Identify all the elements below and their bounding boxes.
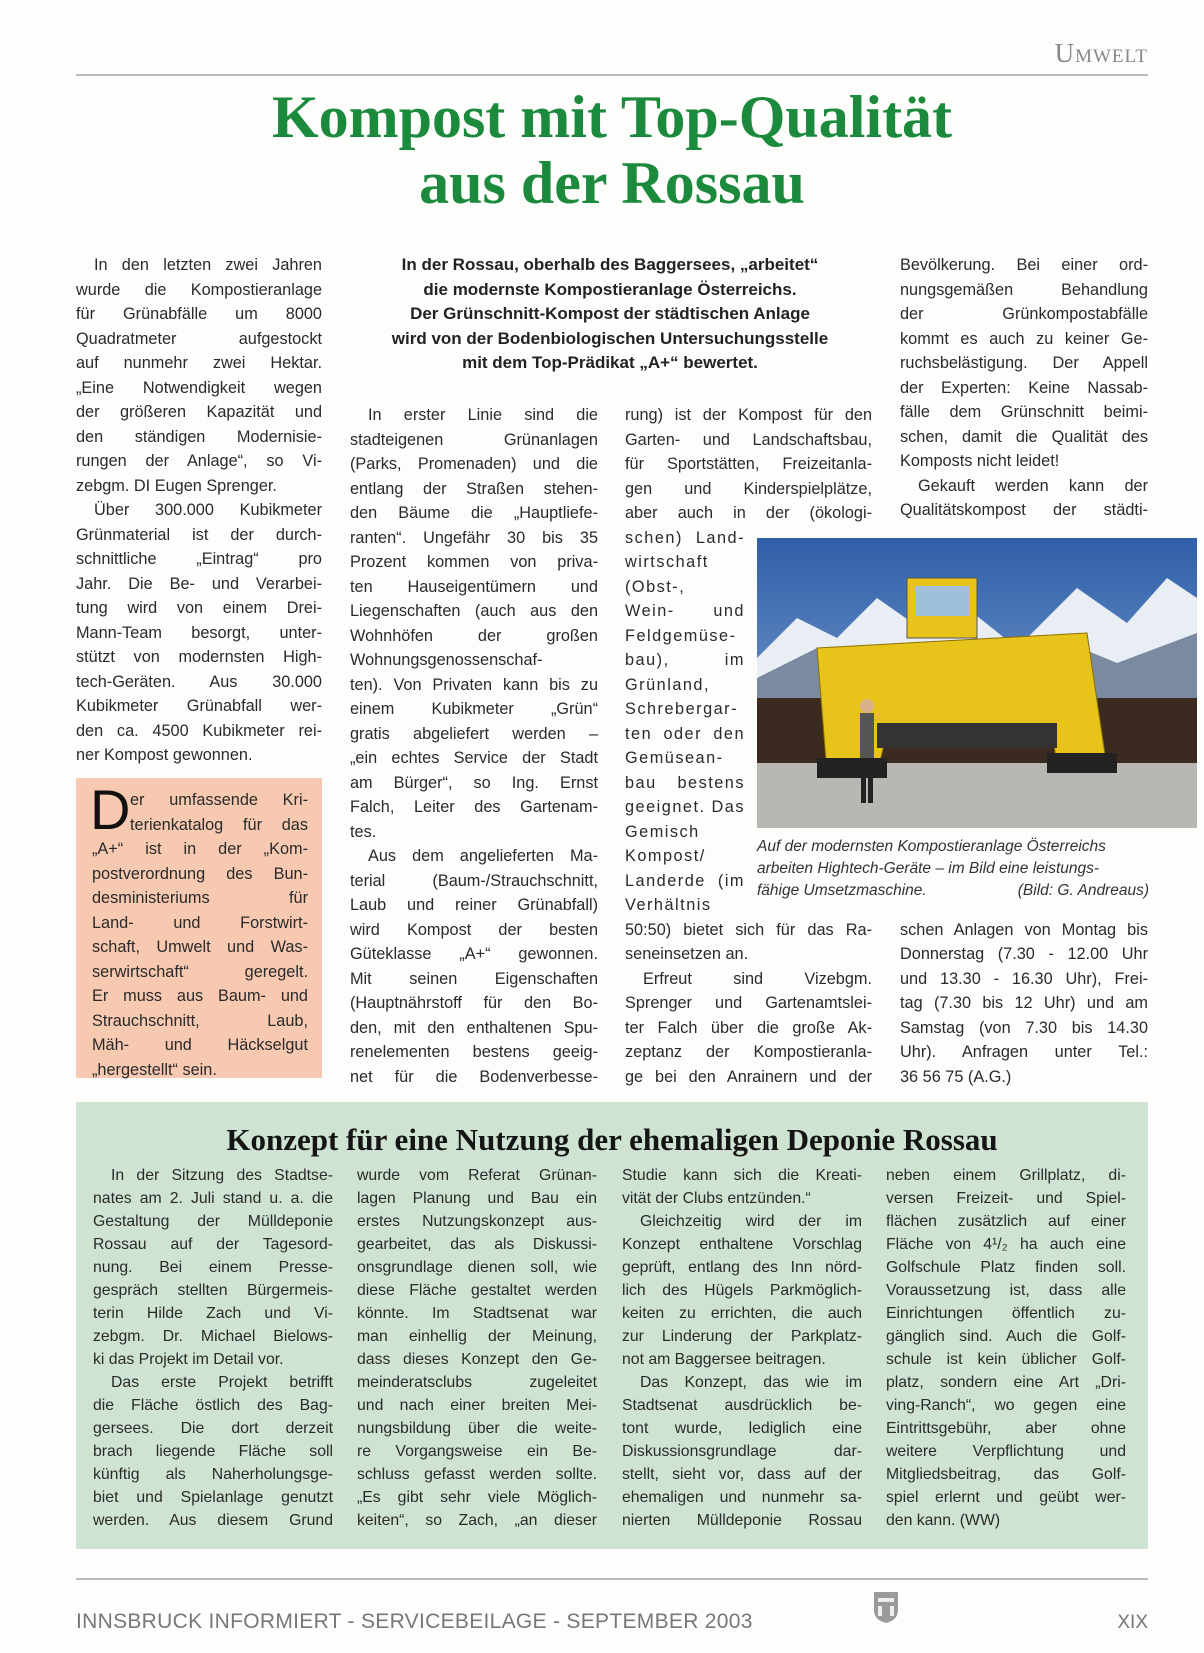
text-line: der Grünkompostabfälle (900, 305, 1148, 323)
text-line: spiel erlernt und geübt wer- (886, 1489, 1126, 1506)
text-line: stützt von modernsten High- (76, 648, 322, 666)
text-line: nungsgemäßen Behandlung (900, 280, 1148, 299)
info-box (76, 778, 322, 1078)
text-line: den ca. 4500 Kubikmeter rei- (76, 721, 322, 740)
text-line: Gemisch (625, 822, 700, 841)
text-line: ruchsbelästigung. Der Appell (900, 354, 1148, 372)
text-line: biet und Spielanlage genutzt (93, 1489, 333, 1506)
text-line: brach liegende Fläche soll (93, 1443, 333, 1460)
text-line: Diskussionsgrundlage dar- (622, 1443, 862, 1460)
text-line: terial (Baum-/Strauchschnitt, (350, 871, 598, 890)
text-line: Feldgemüse- (625, 626, 737, 645)
text-line: renelementen bestens geeig- (350, 1043, 598, 1061)
text-line: schen) Land- (625, 528, 745, 547)
lead-line: wird von der Bodenbiologischen Untersuchungsstelle (391, 328, 829, 348)
text-line: den kann. (WW) (886, 1512, 1001, 1529)
lead-line: die modernste Kompostieranlage Österreichs. (423, 279, 797, 299)
text-line: geeignet. Das (625, 798, 745, 816)
text-line: Kubikmeter Grünabfall wer- (76, 697, 322, 715)
text-line: nates am 2. Juli stand u. a. die (93, 1190, 333, 1207)
text-line: wird Kompost der besten (350, 920, 598, 939)
drop-cap: D (90, 778, 131, 841)
text-line: ten oder den (625, 724, 745, 743)
article-column-3-top (625, 403, 872, 526)
text-line: kommt es auch zu keiner Ge- (900, 329, 1148, 348)
text-line: terienkatalog für das (130, 815, 308, 834)
text-line: rungen der Anlage“, so Vi- (76, 452, 322, 470)
text-line: auf nunmehr zwei Hektar. (76, 354, 322, 372)
text-line: tes. (350, 822, 377, 841)
text-line: ki das Projekt im Detail vor. (93, 1351, 284, 1368)
text-line: Fläche von 4¹/₂ ha auch eine (886, 1236, 1126, 1253)
text-line: net für die Bodenverbesse- (350, 1067, 598, 1086)
text-line: zeptanz der Kompostieranla- (625, 1043, 872, 1061)
section-label: Umwelt (1054, 38, 1148, 68)
text-line: „ein echtes Service der Stadt (350, 749, 598, 767)
text-line: schen Anlagen von Montag bis (900, 920, 1148, 939)
text-line: Liegenschaften (auch aus den (350, 602, 598, 620)
text-line: stellt, sieht vor, dass auf der (622, 1466, 862, 1483)
text-line: Gestaltung der Mülldeponie (93, 1213, 333, 1230)
text-line: zebgm. Dr. Michael Bielows- (93, 1328, 333, 1345)
city-crest-icon (872, 1590, 900, 1624)
text-line: Wohnungsgenossenschaf- (350, 651, 543, 669)
text-line: Schrebergar- (625, 700, 739, 718)
lead-line: mit dem Top-Prädikat „A+“ bewertet. (462, 353, 758, 372)
text-line: schen, damit die Qualität des (900, 427, 1148, 446)
text-line: tont wurde, lediglich eine (622, 1420, 862, 1437)
article-column-3-narrow (625, 526, 745, 918)
text-line: wurde vom Referat Grünan- (357, 1167, 597, 1184)
text-line: stadteigenen Grünanlagen (350, 430, 598, 449)
text-line: tech-Geräten. Aus 30.000 (76, 672, 322, 691)
text-line: Sprenger und Gartenamtslei- (625, 994, 872, 1012)
text-line: man einhellig der Meinung, (357, 1328, 597, 1345)
text-line: werden. Aus diesem Grund (93, 1512, 333, 1529)
text-line: keiten zu errichten, die auch (622, 1305, 862, 1322)
text-line: wurde die Kompostieranlage (76, 280, 322, 299)
lead-line: In der Rossau, oberhalb des Baggersees, „arbeitet“ (401, 255, 819, 274)
text-line: ranten“. Ungefähr 30 bis 35 (350, 528, 598, 547)
text-line: Garten- und Landschaftsbau, (625, 430, 872, 449)
info-box-first-lines (92, 788, 308, 837)
text-line: meinderatsclubs zugeleitet (357, 1374, 597, 1391)
caption-last-row (757, 880, 1149, 902)
text-line: geprüft, entlang des Inn nörd- (622, 1259, 862, 1276)
caption-line: arbeiten Hightech-Geräte – im Bild eine leistungs- (757, 860, 1100, 877)
text-line: (Obst-, (625, 577, 686, 596)
text-line: In den letzten zwei Jahren (94, 256, 322, 274)
article-lead (340, 253, 880, 376)
text-line: Verhältnis (625, 896, 712, 914)
text-line: Einrichtungen öffentlich zu- (886, 1305, 1126, 1322)
article-column-4-top (900, 253, 1148, 523)
text-line: Prozent kommen von priva- (350, 553, 598, 571)
lead-line: Der Grünschnitt-Kompost der städtischen Anlage (410, 304, 810, 323)
text-line: In erster Linie sind die (368, 406, 598, 424)
footer-rule (76, 1578, 1148, 1580)
text-line: Quadratmeter aufgestockt (76, 329, 322, 348)
text-line: In der Sitzung des Stadtse- (111, 1167, 333, 1184)
text-line: Eintrittsgebühr, aber ohne (886, 1420, 1126, 1437)
text-line: serwirtschaft“ geregelt. (92, 962, 308, 981)
box-column-2 (357, 1164, 597, 1532)
text-line: Das erste Projekt betrifft (111, 1374, 333, 1391)
text-line: ving-Ranch“, wo gegen eine (886, 1397, 1126, 1414)
text-line: tag (7.30 bis 12 Uhr) und am (900, 994, 1148, 1012)
text-line: erstes Nutzungskonzept aus- (357, 1213, 597, 1230)
title-line: aus der Rossau (419, 150, 805, 216)
text-line: Qualitätskompost der städti- (900, 501, 1148, 519)
text-line: Wein- und (625, 602, 745, 620)
info-box-rest (92, 837, 308, 1082)
text-line: versen Freizeit- und Spiel- (886, 1190, 1126, 1207)
text-line: Grünmaterial ist der durch- (76, 525, 322, 544)
text-line: ner Kompost gewonnen. (76, 746, 253, 764)
text-line: schnittliche „Eintrag“ pro (76, 550, 322, 568)
text-line: Golfschule Platz finden soll. (886, 1259, 1126, 1276)
text-line: Mitgliedsbeitrag, das Golf- (886, 1466, 1126, 1483)
text-line: Stadtsenat ausdrücklich be- (622, 1397, 862, 1414)
text-line: Güteklasse „A+“ gewonnen. (350, 945, 598, 963)
related-article-box (76, 1102, 1148, 1549)
text-line: ehemaligen und nunmehr sa- (622, 1489, 862, 1506)
article-title (76, 84, 1148, 216)
text-line: Mann-Team besorgt, unter- (76, 623, 322, 642)
text-line: not am Baggersee beitragen. (622, 1351, 826, 1368)
text-line: gersees. Die dort derzeit (93, 1420, 333, 1437)
box-column-1 (93, 1164, 333, 1532)
text-line: (Hauptnährstoff für den Bo- (350, 994, 598, 1012)
text-line: entlang der Straßen stehen- (350, 479, 598, 498)
text-line: gearbeitet, das als Diskussi- (357, 1236, 597, 1253)
text-line: postverordnung des Bun- (92, 864, 308, 883)
header-rule (76, 74, 1148, 76)
caption-line: Auf der modernsten Kompostieranlage Österreichs (757, 838, 1106, 855)
text-line: der Experten: Keine Nassab- (900, 378, 1148, 397)
text-line: weitere Verpflichtung und (886, 1443, 1126, 1460)
text-line: Er muss aus Baum- und (92, 987, 308, 1005)
text-line: platz, sondern eine Art „Dri- (886, 1374, 1126, 1391)
text-line: aber auch in der (ökologi- (625, 504, 872, 522)
text-line: tung wird von einem Drei- (76, 599, 322, 617)
page-number: XIX (1117, 1612, 1148, 1633)
text-line: Mäh- und Häckselgut (92, 1036, 308, 1054)
box-column-3 (622, 1164, 862, 1532)
text-line: 50:50) bietet sich für das Ra- (625, 920, 872, 939)
text-line: onsgrundlage dienen soll, wie (357, 1259, 597, 1276)
text-line: für Grünabfälle um 8000 (76, 305, 322, 323)
text-line: Voraussetzung ist, dass alle (886, 1282, 1126, 1299)
text-line: einem Kubikmeter „Grün“ (350, 700, 598, 718)
text-line: nierten Mülldeponie Rossau (622, 1512, 862, 1529)
text-line: für Sportstätten, Freizeitanla- (625, 455, 872, 473)
text-line: „Es gibt sehr viele Möglich- (357, 1489, 597, 1506)
text-line: Gekauft werden kann der (918, 476, 1148, 495)
text-line: flächen zusätzlich auf einer (886, 1213, 1126, 1230)
text-line: Samstag (von 7.30 bis 14.30 (900, 1018, 1148, 1037)
text-line: seneinsetzen an. (625, 945, 749, 963)
text-line: nungsbildung über die weite- (357, 1420, 597, 1437)
article-column-1 (76, 253, 322, 768)
text-line: Kompost/ (625, 847, 706, 865)
text-line: Wohnhöfen der großen (350, 626, 598, 645)
text-line: Das Konzept, das wie im (640, 1374, 862, 1391)
text-line: Aus dem angelieferten Ma- (368, 847, 598, 865)
text-line: Uhr). Anfragen unter Tel.: (900, 1043, 1148, 1061)
text-line: re Vorgangsweise ein Be- (357, 1443, 597, 1460)
text-line: Erfreut sind Vizebgm. (643, 969, 872, 988)
text-line: (Parks, Promenaden) und die (350, 455, 598, 473)
title-line: Kompost mit Top-Qualität (271, 84, 953, 150)
text-line: desministeriums für (92, 889, 308, 907)
text-line: er umfassende Kri- (130, 791, 308, 809)
text-line: schluss gefasst werden sollte. (357, 1466, 597, 1483)
text-line: zebgm. DI Eugen Sprenger. (76, 476, 277, 495)
text-line: „hergestellt“ sein. (92, 1060, 217, 1079)
box-column-4 (886, 1164, 1126, 1532)
article-column-2 (350, 403, 598, 1089)
text-line: diese Fläche gestaltet werden (357, 1282, 597, 1299)
footer-publication: INNSBRUCK INFORMIERT - SERVICEBEILAGE - SEPTEMBER 2003 (76, 1610, 753, 1633)
box-title: Konzept für eine Nutzung der ehemaligen Deponie Rossau (226, 1122, 998, 1157)
caption-line: fähige Umsetzmaschine. (757, 882, 927, 899)
text-line: Studie kann sich die Kreati- (622, 1167, 862, 1184)
text-line: am Bürger“, so Ing. Ernst (350, 773, 598, 792)
text-line: Falch, Leiter des Gartenam- (350, 798, 598, 816)
text-line: ge bei den Anrainern und der (625, 1067, 872, 1086)
text-line: Gemüsean- (625, 749, 724, 767)
text-line: Komposts nicht leidet! (900, 452, 1060, 470)
text-line: Land- und Forstwirt- (92, 913, 308, 932)
text-line: „Eine Notwendigkeit wegen (76, 378, 322, 397)
text-line: den Bäume die „Hauptliefe- (350, 504, 598, 522)
text-line: zur Linderung der Parkplatz- (622, 1328, 862, 1345)
text-line: und nach einer breiten Mei- (357, 1397, 597, 1414)
text-line: gratis abgeliefert werden – (350, 724, 598, 743)
text-line: ten). Von Privaten kann bis zu (350, 675, 598, 694)
text-line: Grünland, (625, 675, 711, 694)
text-line: lich des Hügels Parkmöglich- (622, 1282, 862, 1299)
text-line: fälle dem Grünschnitt beimi- (900, 403, 1148, 421)
text-line: den ständigen Modernisie- (76, 427, 322, 446)
text-line: die Fläche östlich des Bag- (93, 1397, 333, 1414)
article-column-4-bottom (900, 918, 1148, 1090)
text-line: rung) ist der Kompost für den (625, 406, 872, 424)
text-line: neben einem Grillplatz, di- (886, 1167, 1126, 1184)
text-line: schaft, Umwelt und Was- (92, 938, 308, 956)
text-line: Rossau auf der Tagesord- (93, 1236, 333, 1253)
text-line: Landerde (im (625, 871, 745, 890)
text-line: bau), im (625, 651, 745, 669)
text-line: dass dieses Konzept den Ge- (357, 1351, 597, 1368)
text-line: nung. Bei einem Presse- (93, 1259, 333, 1276)
text-line: lagen Planung und Bau ein (357, 1190, 597, 1207)
info-box-text (92, 788, 308, 1082)
text-line: Konzept enthaltene Vorschlag (622, 1236, 862, 1253)
text-line: terin Hilde Zach und Vi- (93, 1305, 333, 1322)
photo-credit: (Bild: G. Andreaus) (1017, 882, 1149, 899)
text-line: schule ist kein üblicher Golf- (886, 1351, 1126, 1368)
compost-turner-photo (757, 538, 1197, 828)
text-line: Donnerstag (7.30 - 12.00 Uhr (900, 945, 1148, 963)
text-line: gen und Kinderspielplätze, (625, 479, 872, 498)
text-line: Gleichzeitig wird der im (640, 1213, 862, 1230)
text-line: Jahr. Die Be- und Verarbei- (76, 574, 322, 593)
text-line: den, mit den enthaltenen Spu- (350, 1018, 598, 1037)
text-line: vität der Clubs entzünden.“ (622, 1190, 811, 1207)
text-line: und 13.30 - 16.30 Uhr), Frei- (900, 969, 1148, 988)
text-line: Über 300.000 Kubikmeter (94, 501, 322, 519)
text-line: gespräch stellten Bürgermeis- (93, 1282, 333, 1299)
text-line: Laub und reiner Grünabfall) (350, 896, 598, 914)
text-line: könnte. Im Stadtsenat war (357, 1305, 597, 1322)
text-line: keiten“, so Zach, „an dieser (357, 1512, 597, 1529)
text-line: künftig als Naherholungsge- (93, 1466, 333, 1483)
text-line: 36 56 75 (A.G.) (900, 1067, 1012, 1086)
text-line: „A+“ ist in der „Kom- (92, 840, 308, 858)
photo-caption (757, 836, 1149, 902)
text-line: gänglich sind. Auch die Golf- (886, 1328, 1126, 1345)
text-line: ter Falch über die große Ak- (625, 1018, 872, 1037)
text-line: bau bestens (625, 773, 745, 792)
text-line: der größeren Kapazität und (76, 403, 322, 421)
text-line: wirtschaft (625, 553, 709, 571)
text-line: Mit seinen Eigenschaften (350, 969, 598, 988)
text-line: ten Hauseigentümern und (350, 577, 598, 596)
text-line: Strauchschnitt, Laub, (92, 1011, 308, 1030)
article-column-3-bottom (625, 918, 872, 1090)
text-line: Bevölkerung. Bei einer ord- (900, 256, 1148, 274)
